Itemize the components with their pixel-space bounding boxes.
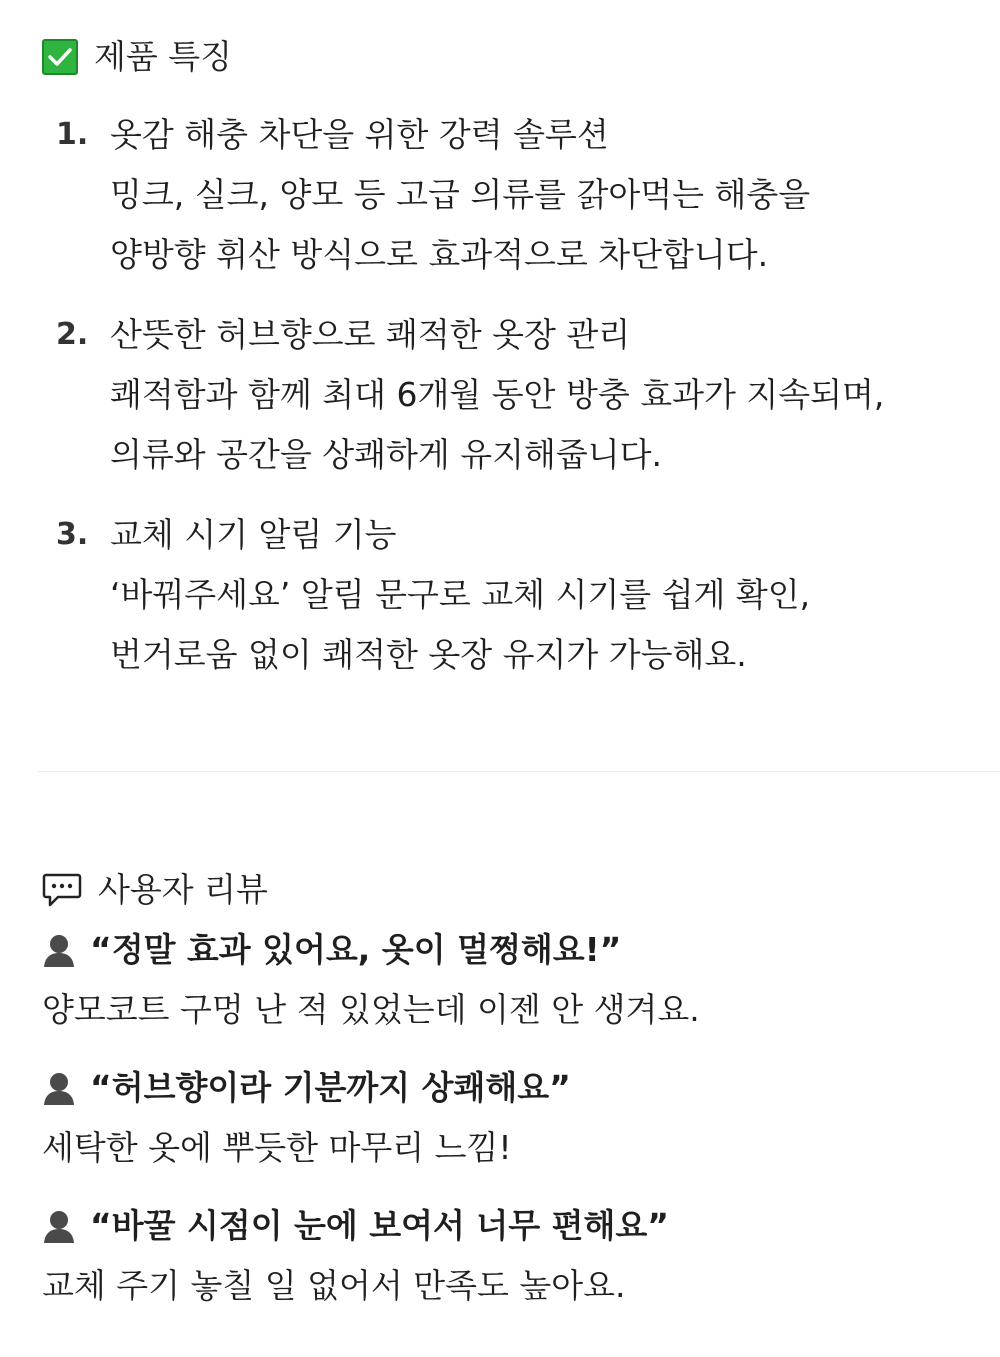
feature-line: 쾌적함과 함께 최대 6개월 동안 방충 효과가 지속되며, bbox=[110, 375, 885, 414]
check-box-icon bbox=[42, 39, 78, 75]
section-divider bbox=[38, 771, 1000, 772]
review-body: 세탁한 옷에 뿌듯한 마무리 느낌! bbox=[42, 1128, 512, 1167]
feature-number: 3. bbox=[56, 517, 89, 552]
feature-line: 양방향 휘산 방식으로 효과적으로 차단합니다. bbox=[110, 235, 769, 274]
review-body: 양모코트 구멍 난 적 있었는데 이젠 안 생겨요. bbox=[42, 990, 700, 1029]
review-body: 교체 주기 놓칠 일 없어서 만족도 높아요. bbox=[42, 1266, 626, 1305]
reviews-header bbox=[42, 870, 268, 910]
person-icon bbox=[42, 1070, 76, 1106]
feature-line: ‘바꿔주세요’ 알림 문구로 교체 시기를 쉽게 확인, bbox=[110, 575, 811, 614]
speech-bubble-icon bbox=[42, 872, 82, 908]
features-title: 제품 특징 bbox=[94, 37, 233, 76]
review-header bbox=[42, 1206, 669, 1246]
feature-title: 교체 시기 알림 기능 bbox=[110, 515, 397, 554]
feature-number: 2. bbox=[56, 317, 89, 352]
reviews-title: 사용자 리뷰 bbox=[98, 870, 268, 909]
feature-number: 1. bbox=[56, 117, 89, 152]
feature-line: 번거로움 없이 쾌적한 옷장 유지가 가능해요. bbox=[110, 635, 747, 674]
feature-line: 밍크, 실크, 양모 등 고급 의류를 갉아먹는 해충을 bbox=[110, 175, 811, 214]
review-quote: “정말 효과 있어요, 옷이 멀쩡해요!” bbox=[90, 930, 622, 969]
review-quote: “허브향이라 기분까지 상쾌해요” bbox=[90, 1068, 571, 1107]
person-icon bbox=[42, 1208, 76, 1244]
features-header bbox=[42, 37, 232, 77]
person-icon bbox=[42, 932, 76, 968]
review-header bbox=[42, 930, 621, 970]
feature-line: 의류와 공간을 상쾌하게 유지해줍니다. bbox=[110, 435, 663, 474]
review-header bbox=[42, 1068, 571, 1108]
review-quote: “바꿀 시점이 눈에 보여서 너무 편해요” bbox=[90, 1206, 669, 1245]
feature-title: 옷감 해충 차단을 위한 강력 솔루션 bbox=[110, 115, 609, 154]
feature-title: 산뜻한 허브향으로 쾌적한 옷장 관리 bbox=[110, 315, 631, 354]
